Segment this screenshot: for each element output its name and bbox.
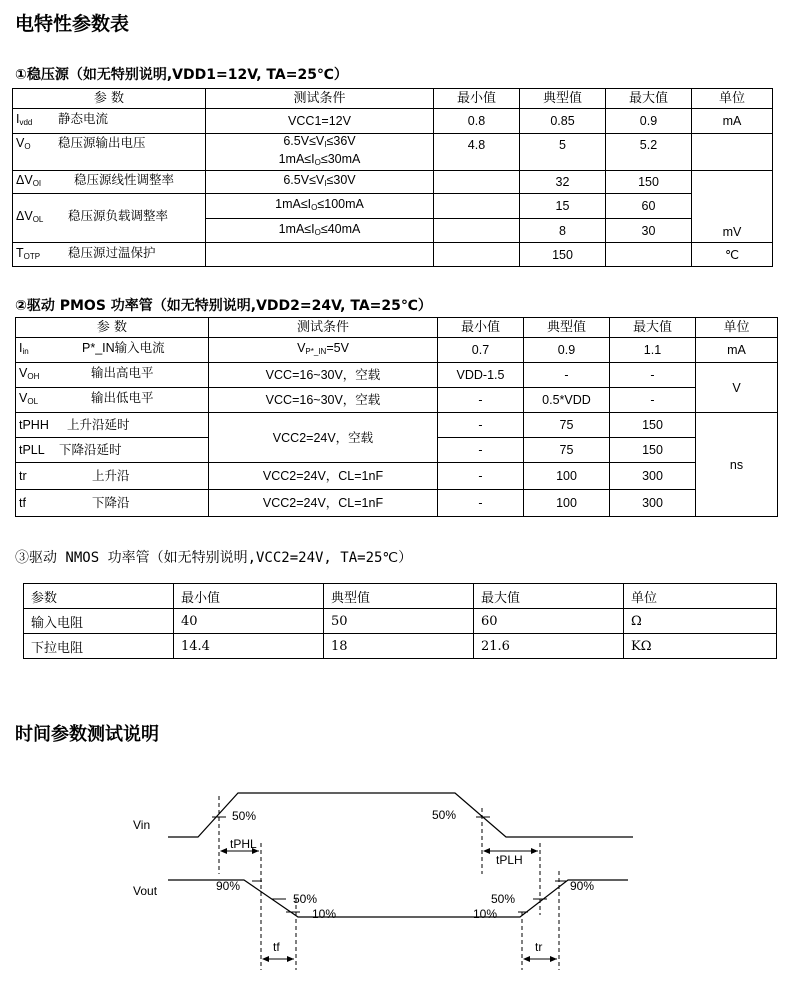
header-unit: 单位 xyxy=(624,584,777,609)
param-cell: tPLL 下降沿延时 xyxy=(16,438,209,463)
condition-cell: VCC2=24V，CL=1nF xyxy=(209,463,438,490)
condition-cell: $1mA\le I_O\le 40mA$ xyxy=(206,219,434,243)
min-cell: - xyxy=(438,413,524,438)
typ-cell: 75 xyxy=(524,413,610,438)
typ-cell: 100 xyxy=(524,463,610,490)
vout-90-left-label: 90% xyxy=(216,879,241,893)
max-cell: 300 xyxy=(610,490,696,517)
page-title: 电特性参数表 xyxy=(15,13,130,35)
table-row xyxy=(16,363,778,388)
condition-cell: $V_{P*\_IN}=5V$ xyxy=(209,338,438,363)
table-row xyxy=(13,109,773,134)
pmos-table xyxy=(15,317,778,517)
tphl-label: tPHL xyxy=(230,837,257,851)
max-cell: - xyxy=(610,388,696,413)
param-cell: $I_{vdd}$ 静态电流 xyxy=(13,109,206,134)
vin-50-right-label: 50% xyxy=(432,808,457,822)
min-cell: 14.4 xyxy=(174,634,324,659)
typ-cell: 0.85 xyxy=(520,109,606,134)
condition-cell: $1mA\le I_O\le 100mA$ xyxy=(206,194,434,219)
param-cell: tPHH 上升沿延时 xyxy=(16,413,209,438)
condition-cell: VCC2=24V，CL=1nF xyxy=(209,490,438,517)
nmos-table xyxy=(23,583,777,659)
max-cell: 0.9 xyxy=(606,109,692,134)
section1-title: ①稳压源（如无特别说明,VDD1=12V, TA=25℃） xyxy=(15,67,348,83)
min-cell xyxy=(434,194,520,219)
vout-10-left-label: 10% xyxy=(312,907,337,921)
param-cell: $T_{OTP}$ 稳压源过温保护 xyxy=(13,243,206,267)
timing-title: 时间参数测试说明 xyxy=(15,724,159,745)
max-cell: 150 xyxy=(610,438,696,463)
condition-cell: VCC2=24V，空载 xyxy=(209,413,438,463)
table-row xyxy=(16,338,778,363)
header-typ: 典型值 xyxy=(324,584,474,609)
typ-cell: 0.9 xyxy=(524,338,610,363)
vout-10-right-label: 10% xyxy=(473,907,498,921)
min-cell: VDD-1.5 xyxy=(438,363,524,388)
header-min: 最小值 xyxy=(434,89,520,109)
section2-title: ②驱动 PMOS 功率管（如无特别说明,VDD2=24V, TA=25℃） xyxy=(15,298,432,314)
table-row xyxy=(24,609,777,634)
max-cell: 150 xyxy=(610,413,696,438)
min-cell: 0.8 xyxy=(434,109,520,134)
vin-label: Vin xyxy=(133,818,151,832)
tr-label: tr xyxy=(535,940,543,954)
unit-cell: mA xyxy=(696,338,778,363)
header-max: 最大值 xyxy=(610,318,696,338)
tplh-label: tPLH xyxy=(496,853,523,867)
table-row xyxy=(24,634,777,659)
unit-cell: mV xyxy=(692,171,773,243)
header-min: 最小值 xyxy=(174,584,324,609)
typ-cell: 18 xyxy=(324,634,474,659)
max-cell: - xyxy=(610,363,696,388)
header-max: 最大值 xyxy=(474,584,624,609)
unit-cell: Ω xyxy=(624,609,777,634)
param-cell: 下拉电阻 xyxy=(24,634,174,659)
header-condition: 测试条件 xyxy=(206,89,434,109)
table-row xyxy=(13,134,773,171)
param-cell: $V_{OH}$ 输出高电平 xyxy=(16,363,209,388)
min-cell: - xyxy=(438,438,524,463)
min-cell xyxy=(434,171,520,194)
max-cell: 1.1 xyxy=(610,338,696,363)
header-param: 参 数 xyxy=(13,89,206,109)
min-cell: 4.8 xyxy=(434,134,520,171)
header-param: 参 数 xyxy=(16,318,209,338)
condition-cell: $6.5V\le V_I\le 36V$ $1mA\le I_O\le 30mA$ xyxy=(206,134,434,171)
max-cell: 150 xyxy=(606,171,692,194)
regulator-table xyxy=(12,88,773,267)
unit-cell: ns xyxy=(696,413,778,517)
table-row xyxy=(13,171,773,194)
header-min: 最小值 xyxy=(438,318,524,338)
vout-50-left-label: 50% xyxy=(293,892,318,906)
table-row xyxy=(13,243,773,267)
param-cell: 输入电阻 xyxy=(24,609,174,634)
typ-cell: 15 xyxy=(520,194,606,219)
min-cell: 0.7 xyxy=(438,338,524,363)
vin-50-left-label: 50% xyxy=(232,809,257,823)
tf-label: tf xyxy=(273,940,280,954)
min-cell xyxy=(434,219,520,243)
unit-cell: mA xyxy=(692,109,773,134)
condition-cell: VCC1=12V xyxy=(206,109,434,134)
max-cell: 30 xyxy=(606,219,692,243)
condition-cell xyxy=(206,243,434,267)
table-header-row xyxy=(24,584,777,609)
typ-cell: 8 xyxy=(520,219,606,243)
unit-cell xyxy=(692,134,773,171)
typ-cell: 150 xyxy=(520,243,606,267)
typ-cell: 75 xyxy=(524,438,610,463)
min-cell: - xyxy=(438,463,524,490)
min-cell: - xyxy=(438,388,524,413)
min-cell xyxy=(434,243,520,267)
table-row xyxy=(16,490,778,517)
unit-cell: ℃ xyxy=(692,243,773,267)
condition-cell: $6.5V\le V_I\le 30V$ xyxy=(206,171,434,194)
max-cell: 60 xyxy=(474,609,624,634)
header-typ: 典型值 xyxy=(520,89,606,109)
condition-cell: VCC=16~30V，空载 xyxy=(209,388,438,413)
param-cell: $\Delta V_{OL}$ 稳压源负载调整率 xyxy=(13,194,206,243)
param-cell: $\Delta V_{OI}$ 稳压源线性调整率 xyxy=(13,171,206,194)
typ-cell: 5 xyxy=(520,134,606,171)
header-condition: 测试条件 xyxy=(209,318,438,338)
typ-cell: - xyxy=(524,363,610,388)
max-cell: 21.6 xyxy=(474,634,624,659)
param-cell: $I_{in}$ P*_IN输入电流 xyxy=(16,338,209,363)
min-cell: - xyxy=(438,490,524,517)
typ-cell: 100 xyxy=(524,490,610,517)
max-cell: 300 xyxy=(610,463,696,490)
max-cell xyxy=(606,243,692,267)
vout-90-right-label: 90% xyxy=(570,879,595,893)
section3-title: ③驱动 NMOS 功率管（如无特别说明,VCC2=24V, TA=25℃） xyxy=(15,550,413,566)
table-row xyxy=(16,463,778,490)
typ-cell: 0.5*VDD xyxy=(524,388,610,413)
param-cell: $V_O$ 稳压源输出电压 xyxy=(13,134,206,171)
typ-cell: 32 xyxy=(520,171,606,194)
unit-cell: KΩ xyxy=(624,634,777,659)
param-cell: tf 下降沿 xyxy=(16,490,209,517)
vout-label: Vout xyxy=(133,884,158,898)
max-cell: 5.2 xyxy=(606,134,692,171)
min-cell: 40 xyxy=(174,609,324,634)
header-param: 参数 xyxy=(24,584,174,609)
header-unit: 单位 xyxy=(692,89,773,109)
header-typ: 典型值 xyxy=(524,318,610,338)
header-unit: 单位 xyxy=(696,318,778,338)
vout-50-right-label: 50% xyxy=(491,892,516,906)
table-row xyxy=(16,413,778,438)
table-row xyxy=(16,388,778,413)
table-row xyxy=(13,194,773,219)
param-cell: tr 上升沿 xyxy=(16,463,209,490)
condition-cell: VCC=16~30V，空载 xyxy=(209,363,438,388)
param-cell: $V_{OL}$ 输出低电平 xyxy=(16,388,209,413)
max-cell: 60 xyxy=(606,194,692,219)
typ-cell: 50 xyxy=(324,609,474,634)
timing-diagram xyxy=(0,760,791,991)
unit-cell: V xyxy=(696,363,778,413)
header-max: 最大值 xyxy=(606,89,692,109)
